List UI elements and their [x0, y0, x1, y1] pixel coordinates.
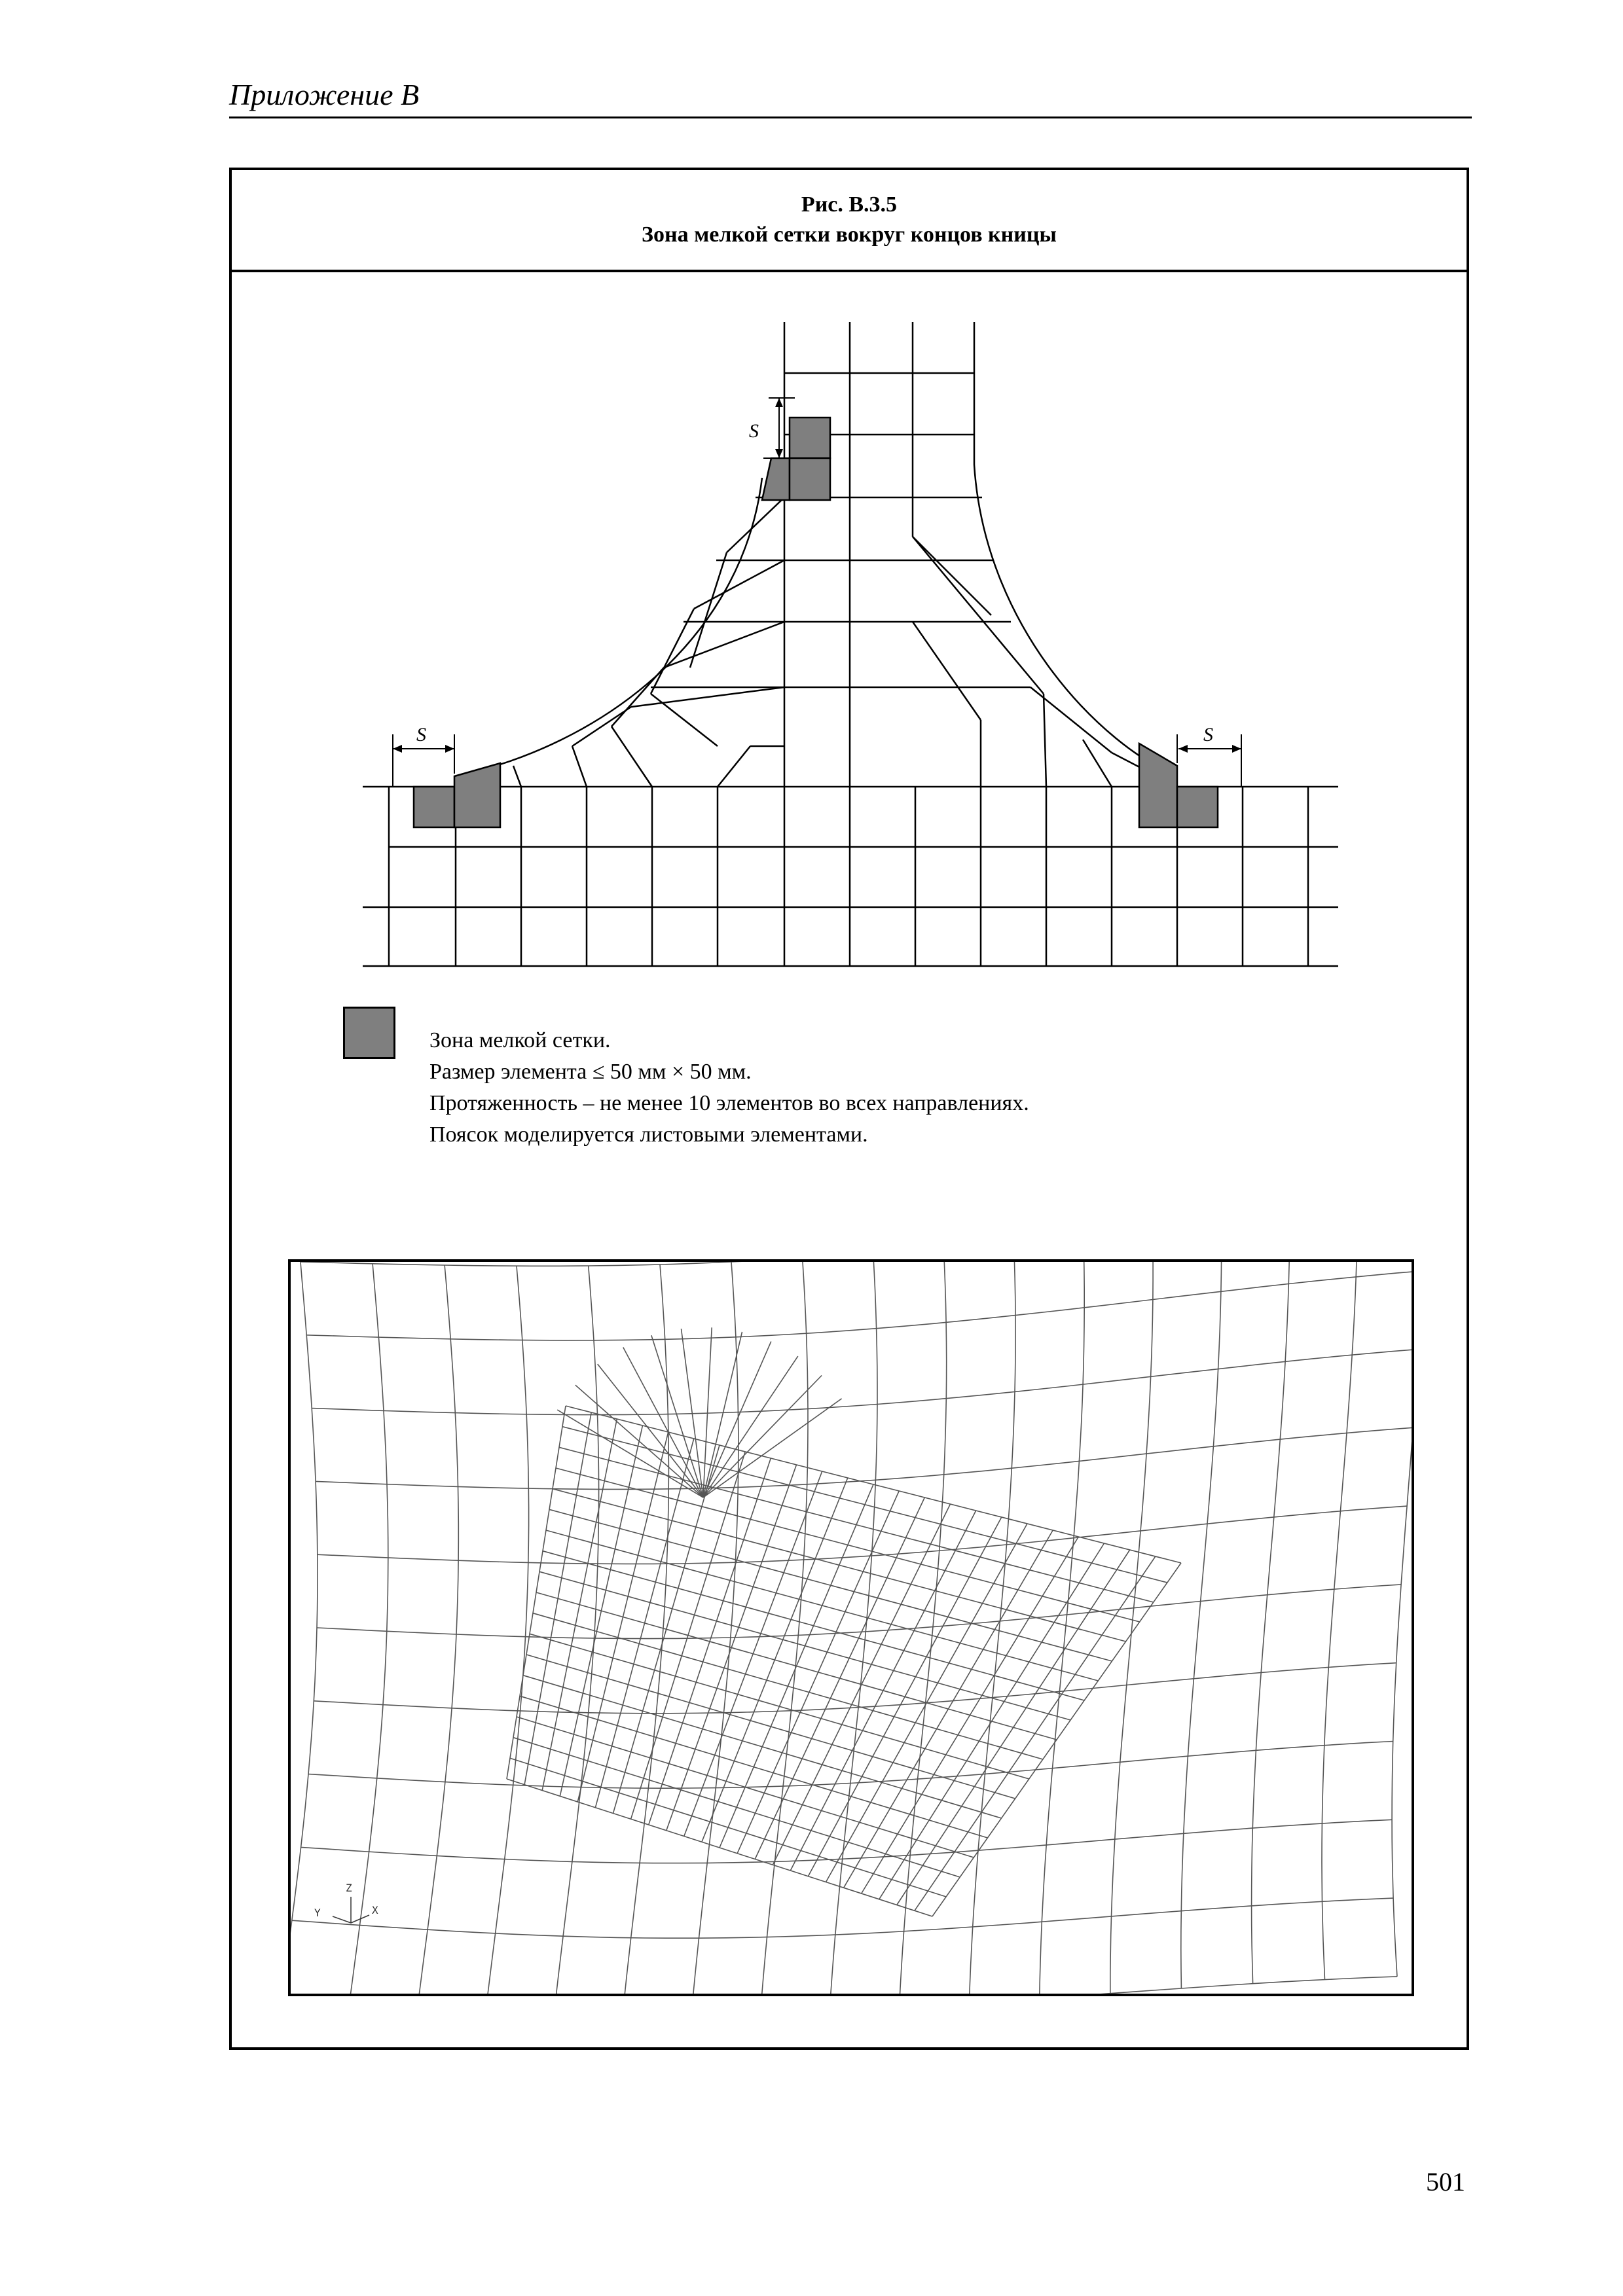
- axis-label-z: Z: [346, 1882, 352, 1894]
- legend-line: Протяженность – не менее 10 элементов во всех направлениях.: [429, 1091, 1029, 1115]
- header-rule: [229, 117, 1472, 118]
- axis-label-x: X: [372, 1904, 378, 1916]
- legend-line: Размер элемента ≤ 50 мм × 50 мм.: [429, 1060, 752, 1084]
- figure-frame: [229, 168, 1469, 2050]
- dimension-label-top: S: [749, 420, 759, 442]
- bracket-mesh-diagram: [232, 170, 1467, 1001]
- figure-title: Зона мелкой сетки вокруг концов кницы: [642, 223, 1057, 247]
- axis-label-y: Y: [314, 1907, 321, 1919]
- fine-mesh-legend-swatch: [343, 1007, 395, 1059]
- running-header: Приложение В: [229, 78, 420, 111]
- dimension-label-right: S: [1203, 724, 1213, 745]
- legend-line: Зона мелкой сетки.: [429, 1028, 611, 1052]
- legend-line: Поясок моделируется листовыми элементами.: [429, 1122, 868, 1147]
- fe-mesh-render: [288, 1259, 1414, 1996]
- dimension-label-left: S: [416, 724, 426, 745]
- legend-text: [429, 1025, 1029, 1151]
- page-number: 501: [1426, 2167, 1465, 2197]
- fe-mesh-drawing: [291, 1262, 1412, 1994]
- figure-number: Рис. В.3.5: [801, 192, 898, 217]
